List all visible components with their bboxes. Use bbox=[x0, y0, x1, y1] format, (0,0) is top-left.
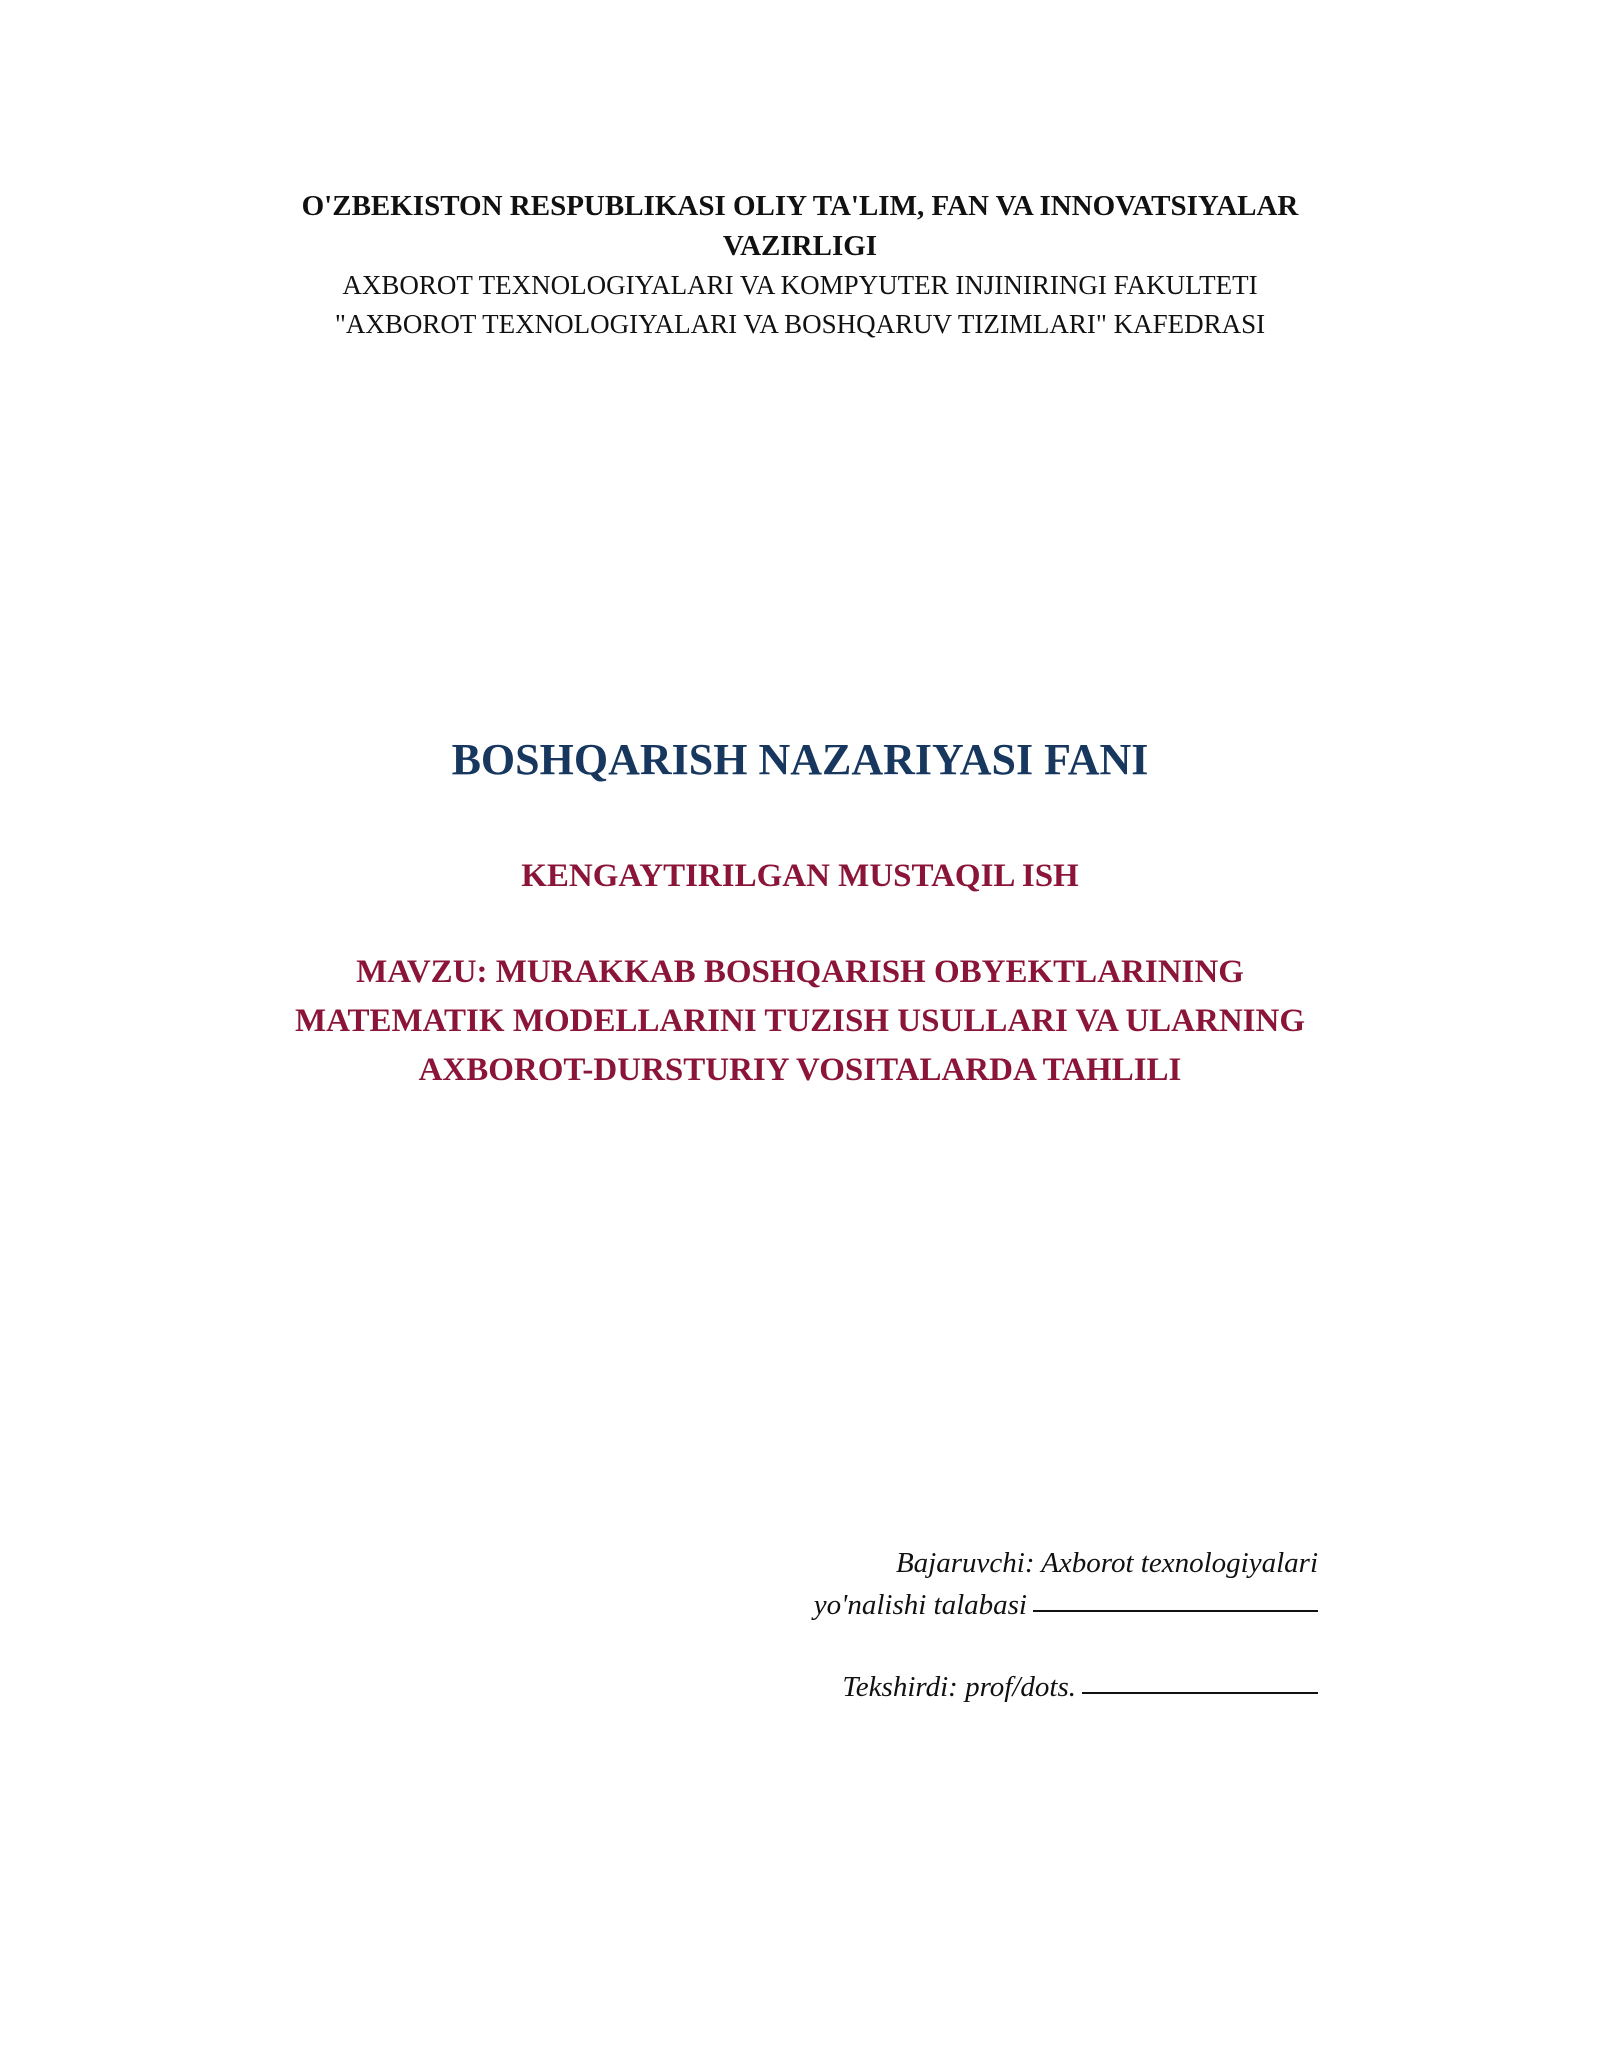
topic-line3: AXBOROT-DURSTURIY VOSITALARDA TAHLILI bbox=[418, 1052, 1182, 1088]
topic-line1: MAVZU: MURAKKAB BOSHQARISH OBYEKTLARINING bbox=[356, 954, 1244, 990]
performer-signature bbox=[814, 1542, 1318, 1626]
checker-signature-line bbox=[1082, 1691, 1318, 1694]
signature-spacer bbox=[814, 1626, 1318, 1666]
faculty-name: AXBOROT TEXNOLOGIYALARI VA KOMPYUTER INJINIRINGI FAKULTETI bbox=[342, 270, 1258, 300]
checker-label: Tekshirdi: prof/dots. bbox=[842, 1671, 1076, 1703]
checker-signature bbox=[814, 1666, 1318, 1708]
subject-title: BOSHQARISH NAZARIYASI FANI bbox=[451, 735, 1149, 784]
topic-line2: MATEMATIK MODELLARINI TUZISH USULLARI VA ULARNING bbox=[294, 1003, 1306, 1039]
ministry-name bbox=[180, 186, 1420, 266]
performer-line1: Bajaruvchi: Axborot texnologiyalari bbox=[895, 1547, 1318, 1579]
work-type-title: KENGAYTIRILGAN MUSTAQIL ISH bbox=[521, 858, 1079, 894]
topic-title bbox=[180, 948, 1420, 1095]
department-name: "AXBOROT TEXNOLOGIYALARI VA BOSHQARUV TIZIMLARI" KAFEDRASI bbox=[334, 309, 1266, 339]
performer-signature-line bbox=[1033, 1609, 1318, 1612]
ministry-name-line2: VAZIRLIGI bbox=[722, 230, 878, 262]
ministry-name-line1: O'ZBEKISTON RESPUBLIKASI OLIY TA'LIM, FAN VA INNOVATSIYALAR bbox=[301, 190, 1299, 222]
signature-block bbox=[814, 1542, 1318, 1708]
performer-line2: yo'nalishi talabasi bbox=[813, 1589, 1027, 1621]
institution-header bbox=[180, 186, 1420, 344]
